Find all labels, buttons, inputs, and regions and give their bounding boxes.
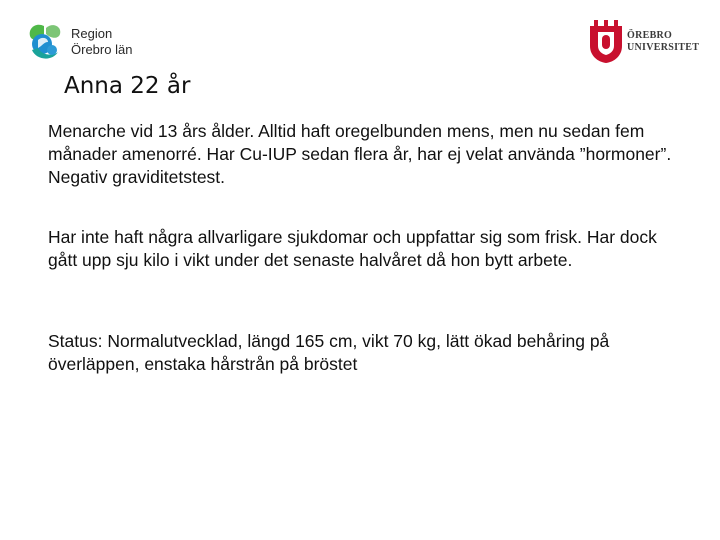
orebro-universitet-seal-icon: [588, 18, 624, 64]
region-orebro-lan-wordmark: [71, 26, 132, 58]
orebro-universitet-logo: [588, 18, 713, 66]
university-logo-line1: ÖREBRO: [627, 30, 673, 41]
region-orebro-lan-logo: [22, 20, 162, 64]
university-logo-line2: UNIVERSITET: [627, 42, 700, 53]
orebro-universitet-wordmark: [627, 30, 699, 54]
paragraph-history: Menarche vid 13 års ålder. Alltid haft oregelbunden mens, men nu sedan fem månader amenorré. Har Cu-IUP sedan flera år, har ej velat använda ”hormoner”. Negativ graviditetstest.: [48, 121, 672, 187]
paragraph-health: Har inte haft några allvarligare sjukdomar och uppfattar sig som frisk. Har dock gått upp sju kilo i vikt under det senaste halvåret då hon bytt arbete.: [48, 227, 657, 270]
region-logo-line1: Region: [71, 26, 113, 41]
region-orebro-lan-logo-icon: [22, 20, 66, 64]
region-logo-line2: Örebro län: [71, 42, 133, 57]
paragraph-status: Status: Normalutvecklad, längd 165 cm, vikt 70 kg, lätt ökad behåring på överläppen, enstaka hårstrån på bröstet: [48, 331, 610, 374]
slide-title: Anna 22 år: [64, 73, 191, 99]
